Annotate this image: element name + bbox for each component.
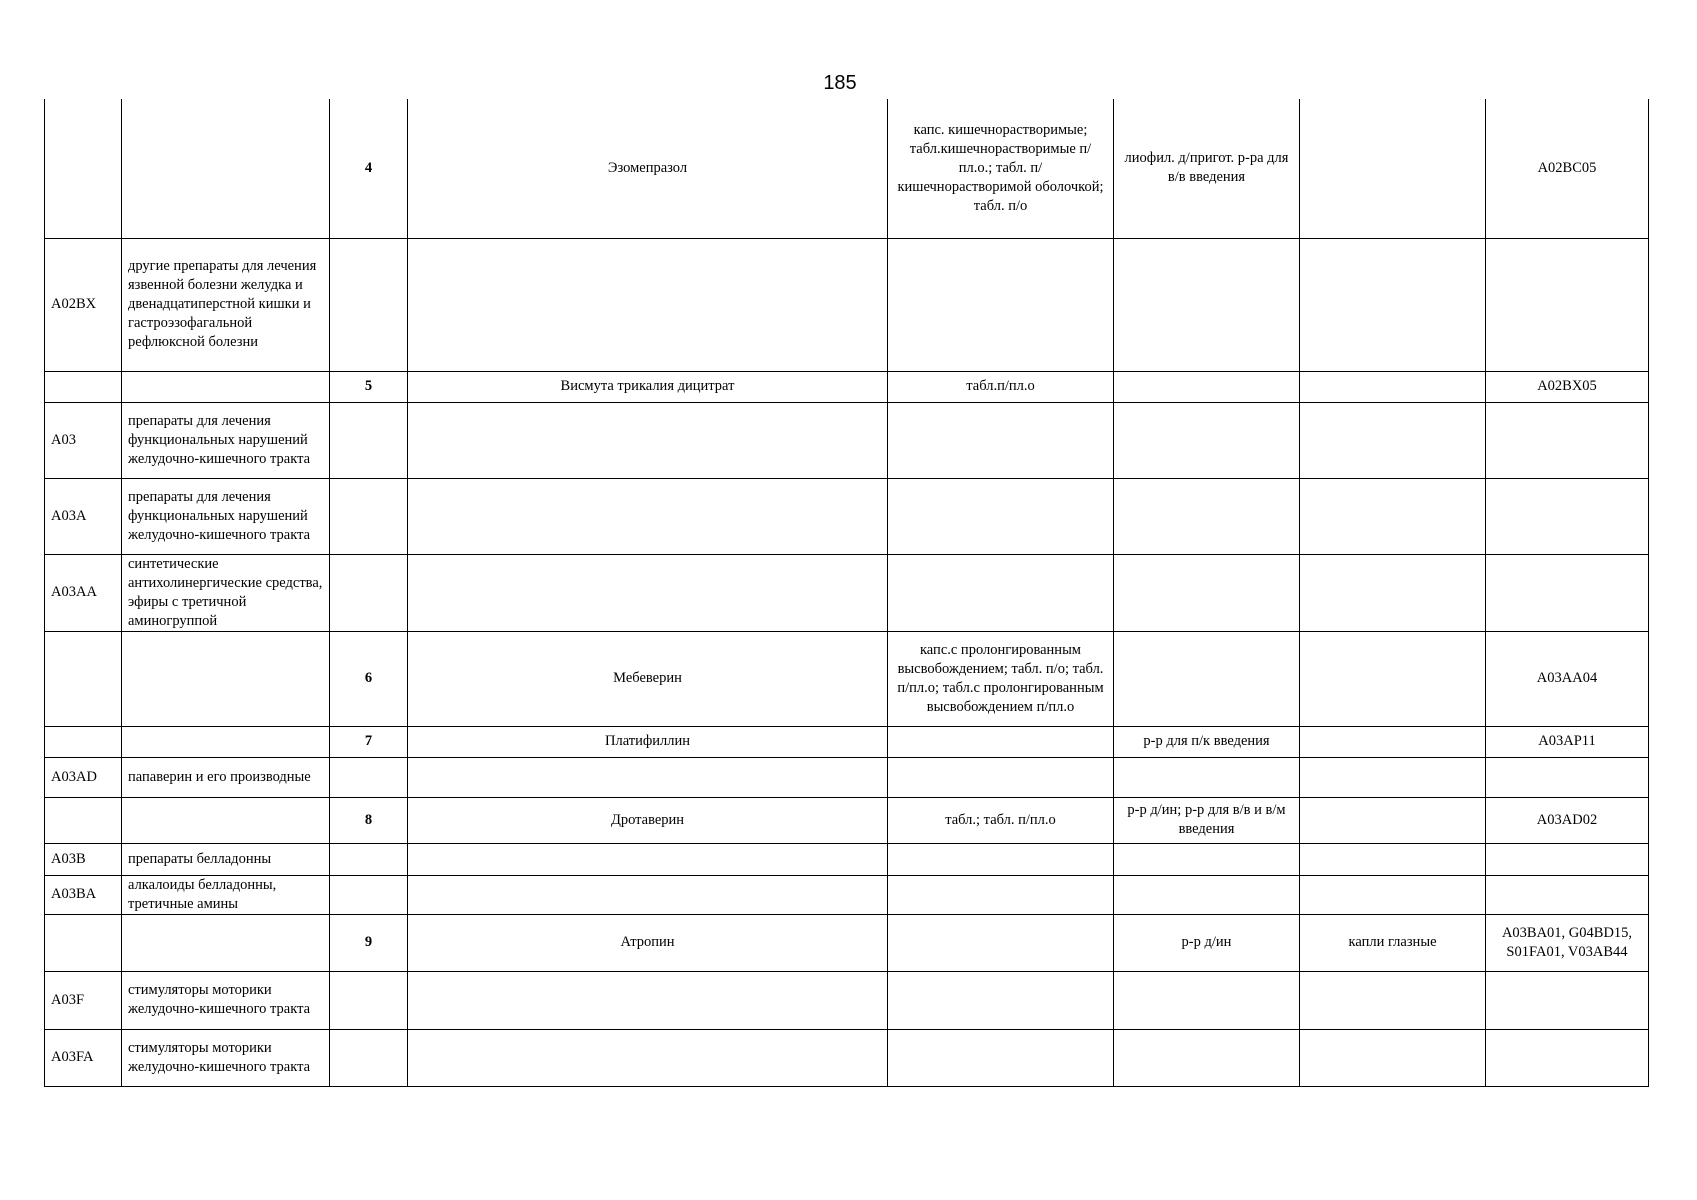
other-dosage-forms	[1300, 99, 1486, 238]
atc-group-code: A03B	[45, 843, 122, 875]
atc-code	[1486, 554, 1649, 631]
oral-dosage-forms: капс. кишечнорастворимые; табл.кишечнорастворимые п/пл.о.; табл. п/кишечнорастворимой оболочкой; табл. п/о	[888, 99, 1114, 238]
other-dosage-forms: капли глазные	[1300, 914, 1486, 971]
drug-name	[408, 757, 888, 797]
injection-dosage-forms	[1114, 875, 1300, 914]
atc-group-code	[45, 726, 122, 757]
oral-dosage-forms: табл.; табл. п/пл.о	[888, 797, 1114, 843]
drug-number	[330, 402, 408, 478]
table-row	[45, 554, 1649, 631]
injection-dosage-forms: р-р д/ин; р-р для в/в и в/м введения	[1114, 797, 1300, 843]
page-number: 185	[823, 72, 857, 94]
drug-number	[330, 971, 408, 1029]
drug-name	[408, 402, 888, 478]
drug-number	[330, 843, 408, 875]
drug-number: 9	[330, 914, 408, 971]
drug-name: Эзомепразол	[408, 99, 888, 238]
atc-group-code	[45, 631, 122, 726]
oral-dosage-forms	[888, 402, 1114, 478]
atc-group-description: стимуляторы моторики желудочно-кишечного тракта	[122, 1029, 330, 1086]
table-row	[45, 478, 1649, 554]
oral-dosage-forms	[888, 1029, 1114, 1086]
drug-number: 8	[330, 797, 408, 843]
injection-dosage-forms	[1114, 971, 1300, 1029]
atc-code	[1486, 1029, 1649, 1086]
atc-code	[1486, 757, 1649, 797]
oral-dosage-forms: табл.п/пл.о	[888, 371, 1114, 402]
injection-dosage-forms	[1114, 1029, 1300, 1086]
atc-group-description	[122, 797, 330, 843]
atc-group-description: алкалоиды белладонны, третичные амины	[122, 875, 330, 914]
atc-code: A03BA01, G04BD15, S01FA01, V03AB44	[1486, 914, 1649, 971]
drug-name	[408, 238, 888, 371]
oral-dosage-forms	[888, 914, 1114, 971]
other-dosage-forms	[1300, 757, 1486, 797]
other-dosage-forms	[1300, 726, 1486, 757]
oral-dosage-forms	[888, 554, 1114, 631]
drug-list-table	[44, 99, 1649, 1087]
atc-group-code: A02BX	[45, 238, 122, 371]
injection-dosage-forms: р-р для п/к введения	[1114, 726, 1300, 757]
atc-code: A03AD02	[1486, 797, 1649, 843]
atc-group-description	[122, 371, 330, 402]
atc-group-code	[45, 371, 122, 402]
atc-code: A02BX05	[1486, 371, 1649, 402]
atc-group-code: A03F	[45, 971, 122, 1029]
atc-code	[1486, 478, 1649, 554]
atc-code	[1486, 843, 1649, 875]
atc-code	[1486, 875, 1649, 914]
atc-group-description: препараты для лечения функциональных нарушений желудочно-кишечного тракта	[122, 402, 330, 478]
atc-group-description: папаверин и его производные	[122, 757, 330, 797]
other-dosage-forms	[1300, 843, 1486, 875]
oral-dosage-forms	[888, 971, 1114, 1029]
other-dosage-forms	[1300, 875, 1486, 914]
injection-dosage-forms: р-р д/ин	[1114, 914, 1300, 971]
oral-dosage-forms	[888, 843, 1114, 875]
atc-group-code: A03AA	[45, 554, 122, 631]
table-row	[45, 631, 1649, 726]
injection-dosage-forms: лиофил. д/пригот. р-ра для в/в введения	[1114, 99, 1300, 238]
drug-name: Висмута трикалия дицитрат	[408, 371, 888, 402]
atc-group-description	[122, 914, 330, 971]
drug-name	[408, 971, 888, 1029]
other-dosage-forms	[1300, 797, 1486, 843]
drug-number: 6	[330, 631, 408, 726]
table-row	[45, 971, 1649, 1029]
drug-name	[408, 843, 888, 875]
atc-group-code: A03AD	[45, 757, 122, 797]
other-dosage-forms	[1300, 1029, 1486, 1086]
injection-dosage-forms	[1114, 757, 1300, 797]
table-row	[45, 843, 1649, 875]
table-row	[45, 914, 1649, 971]
drug-name	[408, 1029, 888, 1086]
table-row	[45, 875, 1649, 914]
atc-group-code	[45, 797, 122, 843]
injection-dosage-forms	[1114, 631, 1300, 726]
drug-name: Атропин	[408, 914, 888, 971]
atc-code: A03AA04	[1486, 631, 1649, 726]
atc-code: A03AP11	[1486, 726, 1649, 757]
oral-dosage-forms	[888, 875, 1114, 914]
atc-code	[1486, 238, 1649, 371]
drug-name: Дротаверин	[408, 797, 888, 843]
drug-number	[330, 1029, 408, 1086]
atc-group-code	[45, 99, 122, 238]
drug-number	[330, 238, 408, 371]
atc-group-description	[122, 631, 330, 726]
atc-group-description: препараты для лечения функциональных нарушений желудочно-кишечного тракта	[122, 478, 330, 554]
oral-dosage-forms	[888, 478, 1114, 554]
atc-group-description: стимуляторы моторики желудочно-кишечного тракта	[122, 971, 330, 1029]
atc-code: A02BC05	[1486, 99, 1649, 238]
drug-name	[408, 554, 888, 631]
drug-number: 5	[330, 371, 408, 402]
injection-dosage-forms	[1114, 554, 1300, 631]
oral-dosage-forms: капс.с пролонгированным высвобождением; табл. п/о; табл. п/пл.о; табл.с пролонгированным высвобождением п/пл.о	[888, 631, 1114, 726]
table-row	[45, 402, 1649, 478]
atc-group-code: A03A	[45, 478, 122, 554]
atc-group-description	[122, 99, 330, 238]
other-dosage-forms	[1300, 402, 1486, 478]
other-dosage-forms	[1300, 971, 1486, 1029]
oral-dosage-forms	[888, 757, 1114, 797]
drug-name: Платифиллин	[408, 726, 888, 757]
oral-dosage-forms	[888, 238, 1114, 371]
atc-group-description: синтетические антихолинергические средства, эфиры с третичной аминогруппой	[122, 554, 330, 631]
injection-dosage-forms	[1114, 843, 1300, 875]
oral-dosage-forms	[888, 726, 1114, 757]
drug-number	[330, 875, 408, 914]
atc-code	[1486, 971, 1649, 1029]
atc-group-code: A03BA	[45, 875, 122, 914]
injection-dosage-forms	[1114, 478, 1300, 554]
atc-group-description: препараты белладонны	[122, 843, 330, 875]
drug-number: 7	[330, 726, 408, 757]
injection-dosage-forms	[1114, 371, 1300, 402]
other-dosage-forms	[1300, 554, 1486, 631]
drug-number: 4	[330, 99, 408, 238]
table-row	[45, 371, 1649, 402]
table-row	[45, 757, 1649, 797]
other-dosage-forms	[1300, 238, 1486, 371]
other-dosage-forms	[1300, 478, 1486, 554]
drug-name	[408, 478, 888, 554]
other-dosage-forms	[1300, 371, 1486, 402]
atc-code	[1486, 402, 1649, 478]
atc-group-code	[45, 914, 122, 971]
atc-group-code: A03	[45, 402, 122, 478]
table-row	[45, 1029, 1649, 1086]
table-row	[45, 238, 1649, 371]
drug-name: Мебеверин	[408, 631, 888, 726]
drug-number	[330, 757, 408, 797]
drug-name	[408, 875, 888, 914]
atc-group-code: A03FA	[45, 1029, 122, 1086]
atc-group-description	[122, 726, 330, 757]
atc-group-description: другие препараты для лечения язвенной болезни желудка и двенадцатиперстной кишки и гастроэзофагальной рефлюксной болезни	[122, 238, 330, 371]
table-row	[45, 99, 1649, 238]
other-dosage-forms	[1300, 631, 1486, 726]
table-row	[45, 797, 1649, 843]
drug-number	[330, 554, 408, 631]
injection-dosage-forms	[1114, 402, 1300, 478]
table-row	[45, 726, 1649, 757]
drug-number	[330, 478, 408, 554]
injection-dosage-forms	[1114, 238, 1300, 371]
